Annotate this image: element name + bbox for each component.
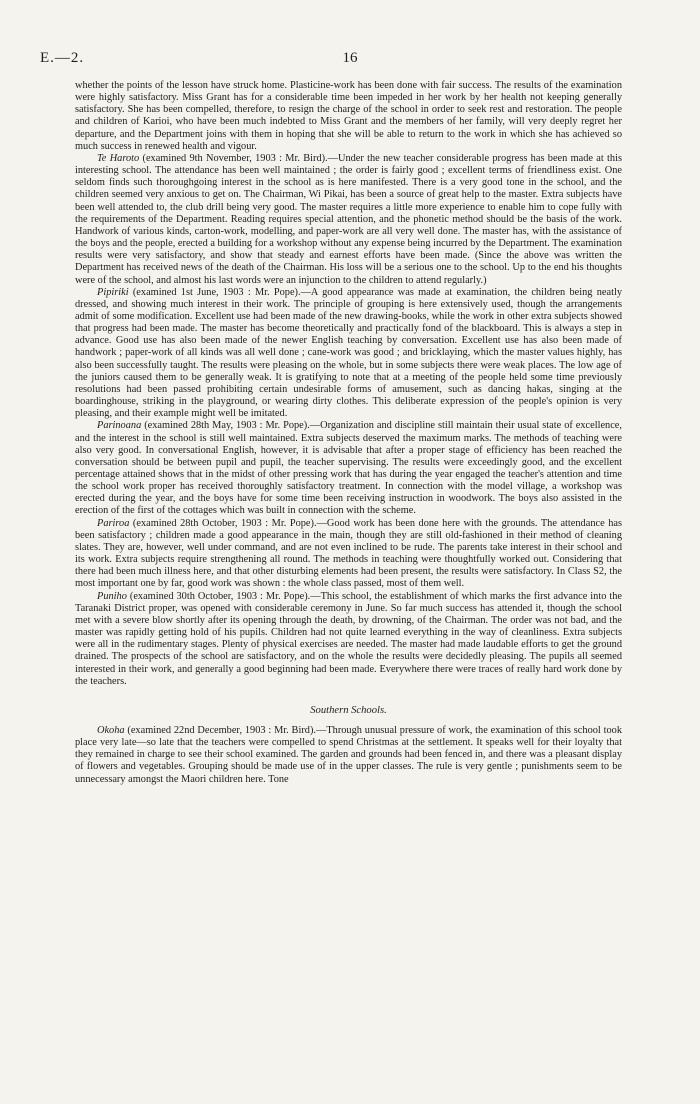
document-body bbox=[75, 80, 622, 786]
paragraph-parinoana bbox=[75, 420, 622, 517]
paragraph-te-haroto bbox=[75, 153, 622, 287]
section-title: Southern Schools. bbox=[310, 704, 387, 716]
school-name: Te Haroto bbox=[97, 152, 140, 164]
paragraph-continuation bbox=[75, 80, 622, 153]
paragraph-text: whether the points of the lesson have struck home. Plasticine-work has been done with fair success. The results of the examination were highly satisfactory. Miss Grant has for a considerable time been impeded in her work by her health not keeping generally satisfactory. She has been compelled, therefore, to resign the charge of the school in order to seek rest and restoration. The people and children of Karioi, who have been much indebted to Miss Grant and the members of her family, will very deeply regret her departure, and the Department joins with them in hoping that she will be able to return to the work in which she has achieved so much success in renewed health and vigour. bbox=[75, 80, 622, 152]
school-name: Pipiriki bbox=[97, 286, 129, 298]
paragraph-text: (examined 9th November, 1903 : Mr. Bird).—Under the new teacher considerable progress has been made at this interesting school. The attendance has been well maintained ; the order is fairly good ; excellent terms of friendliness exist. One seldom finds such thoroughgoing interest in the school as is here manifested. There is a very good tone in the school, and the children seemed very anxious to get on. The Chairman, Wi Pikai, has been a source of great help to the master. Extra subjects have been well attended to, the club drill being very good. The master requires a little more experience to enable him to cope fully with the requirements of the Department. Reading requires special attention, and the phonetic method should be the basis of the work. Handwork of various kinds, carton-work, modelling, and paper-work are all very well done. The master has, with the assistance of the boys and the people, erected a building for a workshop without any expense being incurred by the Department. The examination results were very satisfactory, and show that steady and earnest efforts have been made. (Since the above was written the Department has received news of the death of the Chairman. His loss will be a serious one to the school. Up to the end his thoughts were of the school, and almost his last words were an injunction to the children to attend regularly.) bbox=[75, 152, 623, 286]
school-name: Okoha bbox=[97, 724, 125, 736]
page-header bbox=[40, 50, 660, 72]
paragraph-text: (examined 22nd December, 1903 : Mr. Bird).—Through unusual pressure of work, the examination of this school took place very late—so late that the teachers were compelled to spend Christmas at the settlement. It speaks well for their loyalty that they remained in charge to see their school examined. The garden and grounds had been fenced in, and there was a pleasant display of flowers and vegetables. Grouping should be made use of in the upper classes. The rule is very gentle ; punishments seem to be unnecessary amongst the Maori children here. Tone bbox=[75, 724, 622, 785]
school-name: Pariroa bbox=[97, 517, 130, 529]
school-name: Puniho bbox=[97, 590, 127, 602]
document-reference: E.—2. bbox=[40, 50, 85, 66]
paragraph-text: (examined 28th May, 1903 : Mr. Pope).—Organization and discipline still maintain their usual state of excellence, and the interest in the school is still well maintained. Extra subjects deserved the maximum marks. The methods of teaching were also very good. In conversational English, however, it is advisable that after a proper stage of efficiency has been reached the conversation should be between pupil and pupil, the teacher supervising. The results were exceedingly good, and the excellent percentage attained shows that in the midst of other pressing work that has during the year engaged the teacher's attention and time the school work proper has received thoroughly satisfactory treatment. In connection with the model village, a workshop was erected during the year, and the boys have for some time been receiving instruction in woodwork. The boys also assisted in the erection of the first of the cottages which was built in connection with the scheme. bbox=[75, 420, 622, 517]
paragraph-text: (examined 28th October, 1903 : Mr. Pope).—Good work has been done here with the grounds. The attendance has been satisfactory ; children made a good appearance in the main, though they are still old-fashioned in their method of cleaning slates. They are, however, well under command, and are not even inclined to be rude. The parents take interest in their school and its work. Extra subjects require strengthening all round. The methods in teaching were thoughtfully worked out. Considering that there had been much illness here, and that other disturbing elements had been present, the results were satisfactory. In Class S2, the most important one by far, good work was shown : the whole class passed, most of them well. bbox=[75, 517, 622, 590]
paragraph-pipiriki bbox=[75, 287, 622, 421]
school-name: Parinoana bbox=[97, 420, 142, 432]
paragraph-text: (examined 30th October, 1903 : Mr. Pope).—This school, the establishment of which marks the first advance into the Taranaki District proper, was opened with considerable ceremony in June. So far much success has attended it, though the school met with a severe blow shortly after its opening through the death, by drowning, of the Chairman. The order was not bad, and the master was rapidly getting hold of his pupils. Children had not quite learned everything in the way of cleanliness. Extra subjects were all in the rudimentary stages. Plenty of physical exercises are needed. The master had made laudable efforts to get the ground drained. The prospects of the school are satisfactory, and on the whole the results were decidedly pleasing. The pupils all seemed interested in their work, and generally a good beginning had been made. Everywhere there were traces of really hard work done by the teachers. bbox=[75, 590, 622, 687]
paragraph-text: (examined 1st June, 1903 : Mr. Pope).—A good appearance was made at examination, the children being neatly dressed, and showing much interest in their work. The principle of grouping is here extensively used, though the arrangements admit of some modification. Excellent use had been made of the new drawing-books, while the work in other extra subjects showed that progress had been made. The master has become theoretically and practically fond of the blackboard. This is always a step in advance. Good use has also been made of the newer English teaching by conversation. Excellent use has also been made of handwork ; paper-work of all kinds was all well done ; cane-work was good ; and bricklaying, which the master values highly, has also been successfully taught. The results were pleasing on the whole, but in some subjects there were weak places. The low age of the juniors caused them to be generally weak. It is gratifying to note that at a meeting of the people held some time previously resolutions had been passed prohibiting certain undesirable forms of amusement, such as dancing hakas, singing at the boardinghouse, striking in the playground, or wearing dirty clothes. This deliberate expression of the people's opinion is very pleasing, and their example might well be imitated. bbox=[75, 286, 622, 420]
paragraph-puniho bbox=[75, 591, 622, 688]
paragraph-pariroa bbox=[75, 518, 622, 591]
paragraph-okoha bbox=[75, 725, 622, 786]
page-number: 16 bbox=[342, 50, 358, 66]
